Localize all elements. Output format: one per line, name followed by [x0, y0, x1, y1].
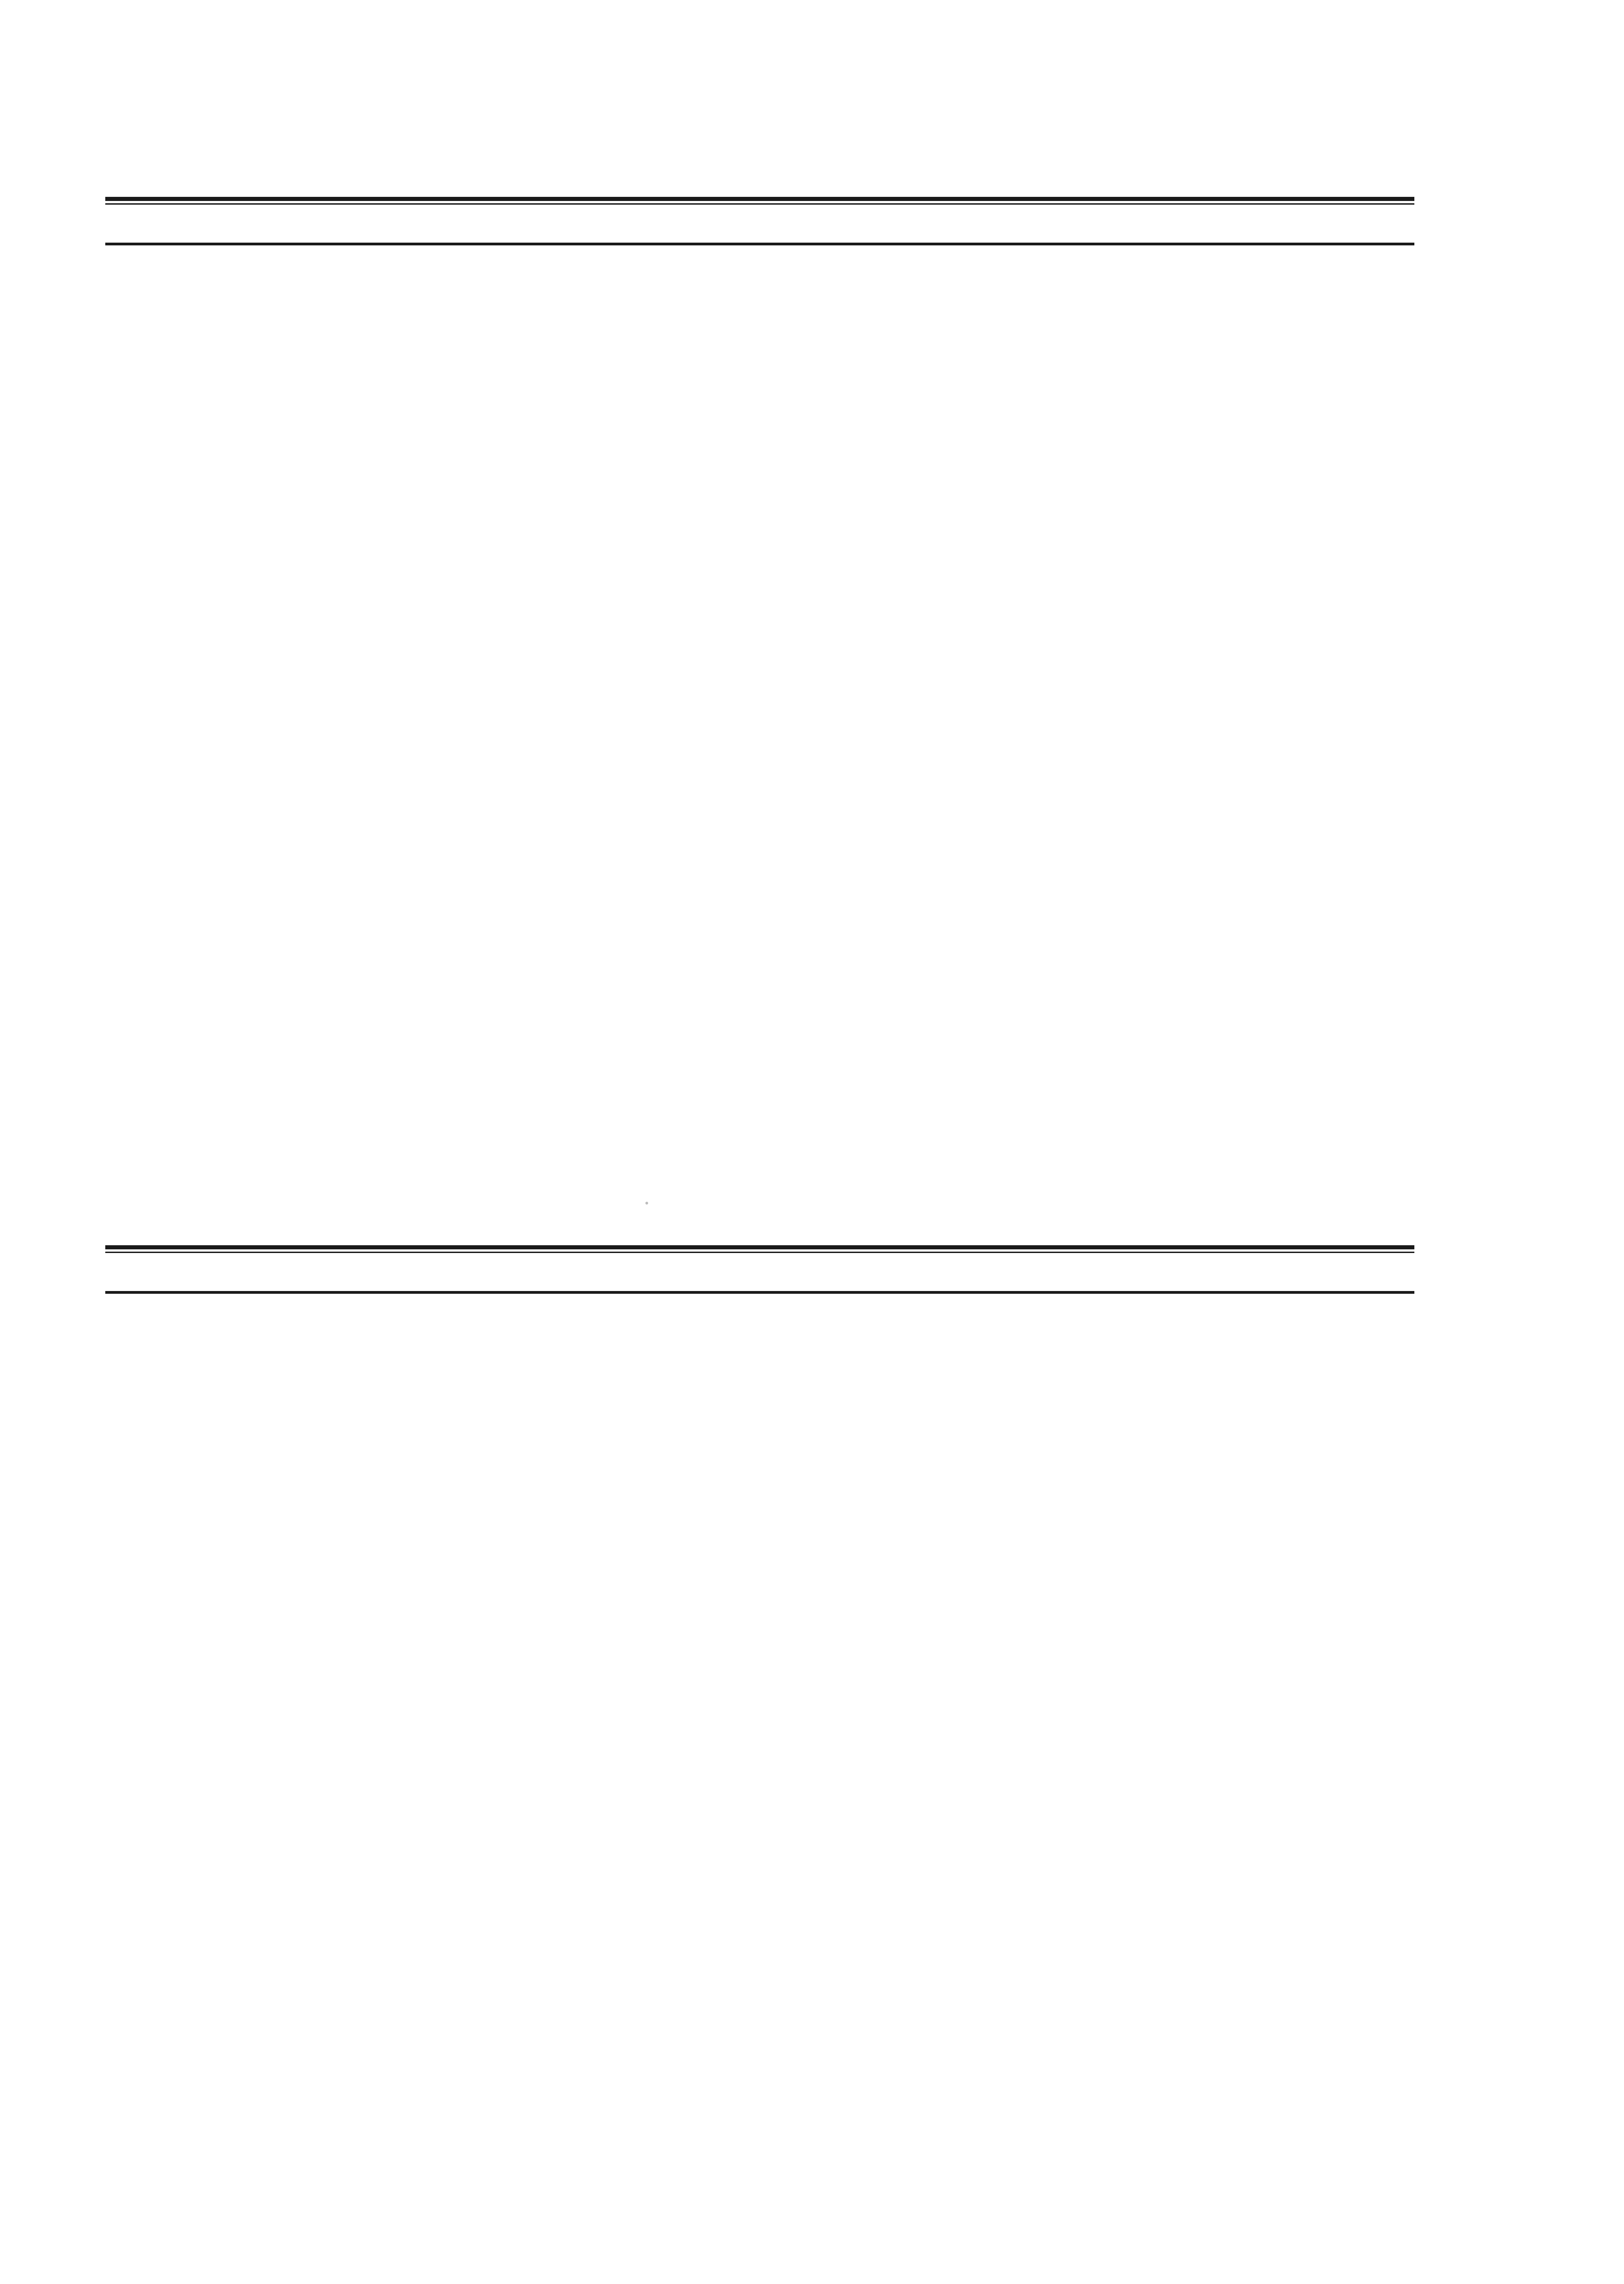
table-top-rule	[105, 197, 1414, 201]
table-top-rule-thin	[105, 203, 1414, 205]
table-top-rule-thin	[105, 1252, 1414, 1253]
table-top-rule	[105, 1245, 1414, 1249]
header-bottom-rule	[105, 1291, 1414, 1294]
header-bottom-rule	[105, 243, 1414, 245]
scan-speck	[645, 1202, 648, 1204]
